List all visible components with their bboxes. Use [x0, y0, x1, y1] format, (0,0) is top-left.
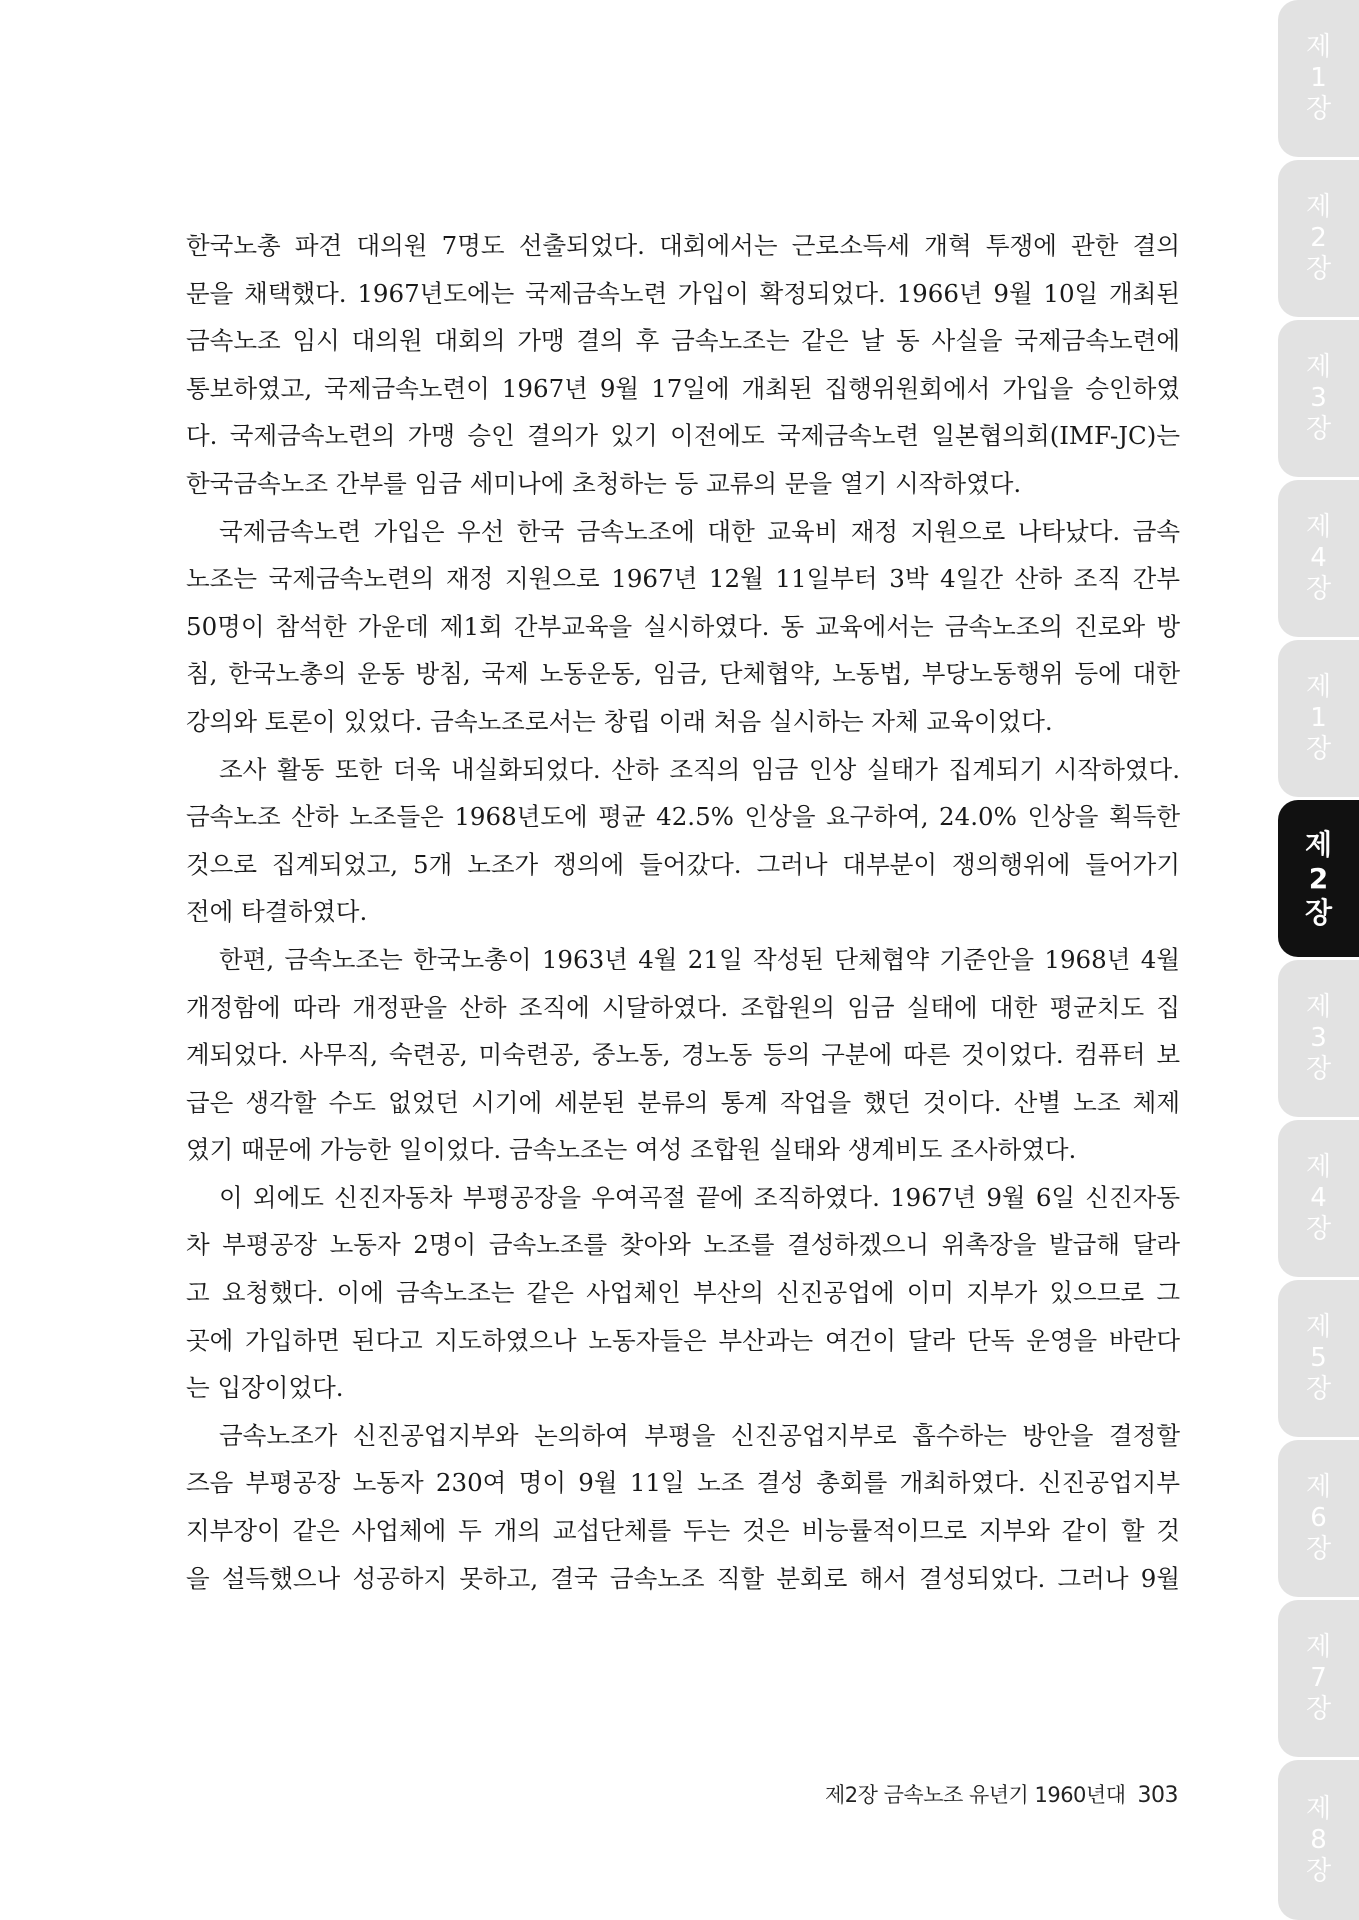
text-line: 것으로 집계되었고, 5개 노조가 쟁의에 들어갔다. 그러나 대부분이 쟁의행위에 들어가기 [186, 849, 1180, 879]
text-line: 한국노총 파견 대의원 7명도 선출되었다. 대회에서는 근로소득세 개혁 투쟁에 관한 결의 [186, 231, 1180, 260]
text-line: 곳에 가입하면 된다고 지도하였으나 노동자들은 부산과는 여건이 달라 단독 운영을 바란다 [186, 1325, 1180, 1355]
text-line: 침, 한국노총의 운동 방침, 국제 노동운동, 임금, 단체협약, 노동법, 부당노동행위 등에 대한 [186, 659, 1180, 689]
text-line: 급은 생각할 수도 없었던 시기에 세분된 분류의 통계 작업을 했던 것이다. 산별 노조 체제 [186, 1087, 1180, 1117]
text-line: 개정함에 따라 개정판을 산하 조직에 시달하였다. 조합원의 임금 실태에 대한 평균치도 집 [186, 992, 1180, 1022]
chapter-tab[interactable]: 제 1 장 [1278, 0, 1359, 157]
chapter-tab[interactable]: 제 1 장 [1278, 640, 1359, 797]
chapter-tab[interactable]: 제 4 장 [1278, 480, 1359, 637]
text-line: 지부장이 같은 사업체에 두 개의 교섭단체를 두는 것은 비능률적이므로 지부와 같이 할 것 [186, 1516, 1180, 1546]
chapter-tab[interactable]: 제 4 장 [1278, 1120, 1359, 1277]
chapter-tab[interactable]: 제 5 장 [1278, 1280, 1359, 1437]
text-line: 50명이 참석한 가운데 제1회 간부교육을 실시하였다. 동 교육에서는 금속노조의 진로와 방 [186, 611, 1180, 641]
text-line: 을 설득했으나 성공하지 못하고, 결국 금속노조 직할 분회로 해서 결성되었다. 그러나 9월 [186, 1563, 1180, 1593]
chapter-tab[interactable]: 제 3 장 [1278, 320, 1359, 477]
text-line: 차 부평공장 노동자 2명이 금속노조를 찾아와 노조를 결성하겠으니 위촉장을 발급해 달라 [186, 1230, 1180, 1260]
chapter-tab[interactable]: 제 8 장 [1278, 1760, 1359, 1920]
chapter-tab[interactable]: 제 7 장 [1278, 1600, 1359, 1757]
text-line: 강의와 토론이 있었다. 금속노조로서는 창립 이래 처음 실시하는 자체 교육이었다. [186, 706, 1053, 736]
text-line: 한편, 금속노조는 한국노총이 1963년 4월 21일 작성된 단체협약 기준안을 1968년 4월 [219, 944, 1180, 974]
text-line: 문을 채택했다. 1967년도에는 국제금속노련 가입이 확정되었다. 1966년 9월 10일 개최된 [186, 278, 1180, 308]
text-line: 고 요청했다. 이에 금속노조는 같은 사업체인 부산의 신진공업에 이미 지부가 있으므로 그 [186, 1278, 1180, 1308]
chapter-tab-active[interactable]: 제 2 장 [1278, 800, 1359, 957]
chapter-tab[interactable]: 제 3 장 [1278, 960, 1359, 1117]
text-line: 노조는 국제금속노련의 재정 지원으로 1967년 12월 11일부터 3박 4일간 산하 조직 간부 [186, 564, 1180, 594]
text-line: 계되었다. 사무직, 숙련공, 미숙련공, 중노동, 경노동 등의 구분에 따른 것이었다. 컴퓨터 보 [186, 1040, 1180, 1070]
page-number: 303 [1137, 1783, 1178, 1808]
text-line: 전에 타결하였다. [186, 897, 368, 927]
text-line: 즈음 부평공장 노동자 230여 명이 9월 11일 노조 결성 총회를 개최하였다. 신진공업지부 [186, 1468, 1180, 1498]
text-line: 조사 활동 또한 더욱 내실화되었다. 산하 조직의 임금 인상 실태가 집계되기 시작하였다. [219, 754, 1180, 784]
text-line: 금속노조가 신진공업지부와 논의하여 부평을 신진공업지부로 흡수하는 방안을 결정할 [219, 1420, 1180, 1450]
text-line: 국제금속노련 가입은 우선 한국 금속노조에 대한 교육비 재정 지원으로 나타났다. 금속 [219, 516, 1180, 546]
body-text [186, 222, 1180, 1602]
page-footer [825, 1779, 1178, 1809]
text-line: 금속노조 임시 대의원 대회의 가맹 결의 후 금속노조는 같은 날 동 사실을 국제금속노련에 [186, 326, 1180, 356]
text-line: 였기 때문에 가능한 일이었다. 금속노조는 여성 조합원 실태와 생계비도 조사하였다. [186, 1135, 1077, 1165]
text-line: 다. 국제금속노련의 가맹 승인 결의가 있기 이전에도 국제금속노련 일본협의회(IMF-JC)는 [186, 421, 1180, 451]
text-line: 는 입장이었다. [186, 1373, 344, 1403]
text-line: 이 외에도 신진자동차 부평공장을 우여곡절 끝에 조직하였다. 1967년 9월 6일 신진자동 [219, 1182, 1180, 1212]
chapter-tab[interactable]: 제 2 장 [1278, 160, 1359, 317]
text-line: 한국금속노조 간부를 임금 세미나에 초청하는 등 교류의 문을 열기 시작하였다. [186, 468, 1022, 498]
text-line: 금속노조 산하 노조들은 1968년도에 평균 42.5% 인상을 요구하여, 24.0% 인상을 획득한 [186, 802, 1180, 832]
text-line: 통보하였고, 국제금속노련이 1967년 9월 17일에 개최된 집행위원회에서 가입을 승인하였 [186, 373, 1180, 403]
chapter-tab[interactable]: 제 6 장 [1278, 1440, 1359, 1597]
chapter-tabs [1278, 0, 1359, 1920]
running-title: 제2장 금속노조 유년기 1960년대 [825, 1783, 1126, 1807]
